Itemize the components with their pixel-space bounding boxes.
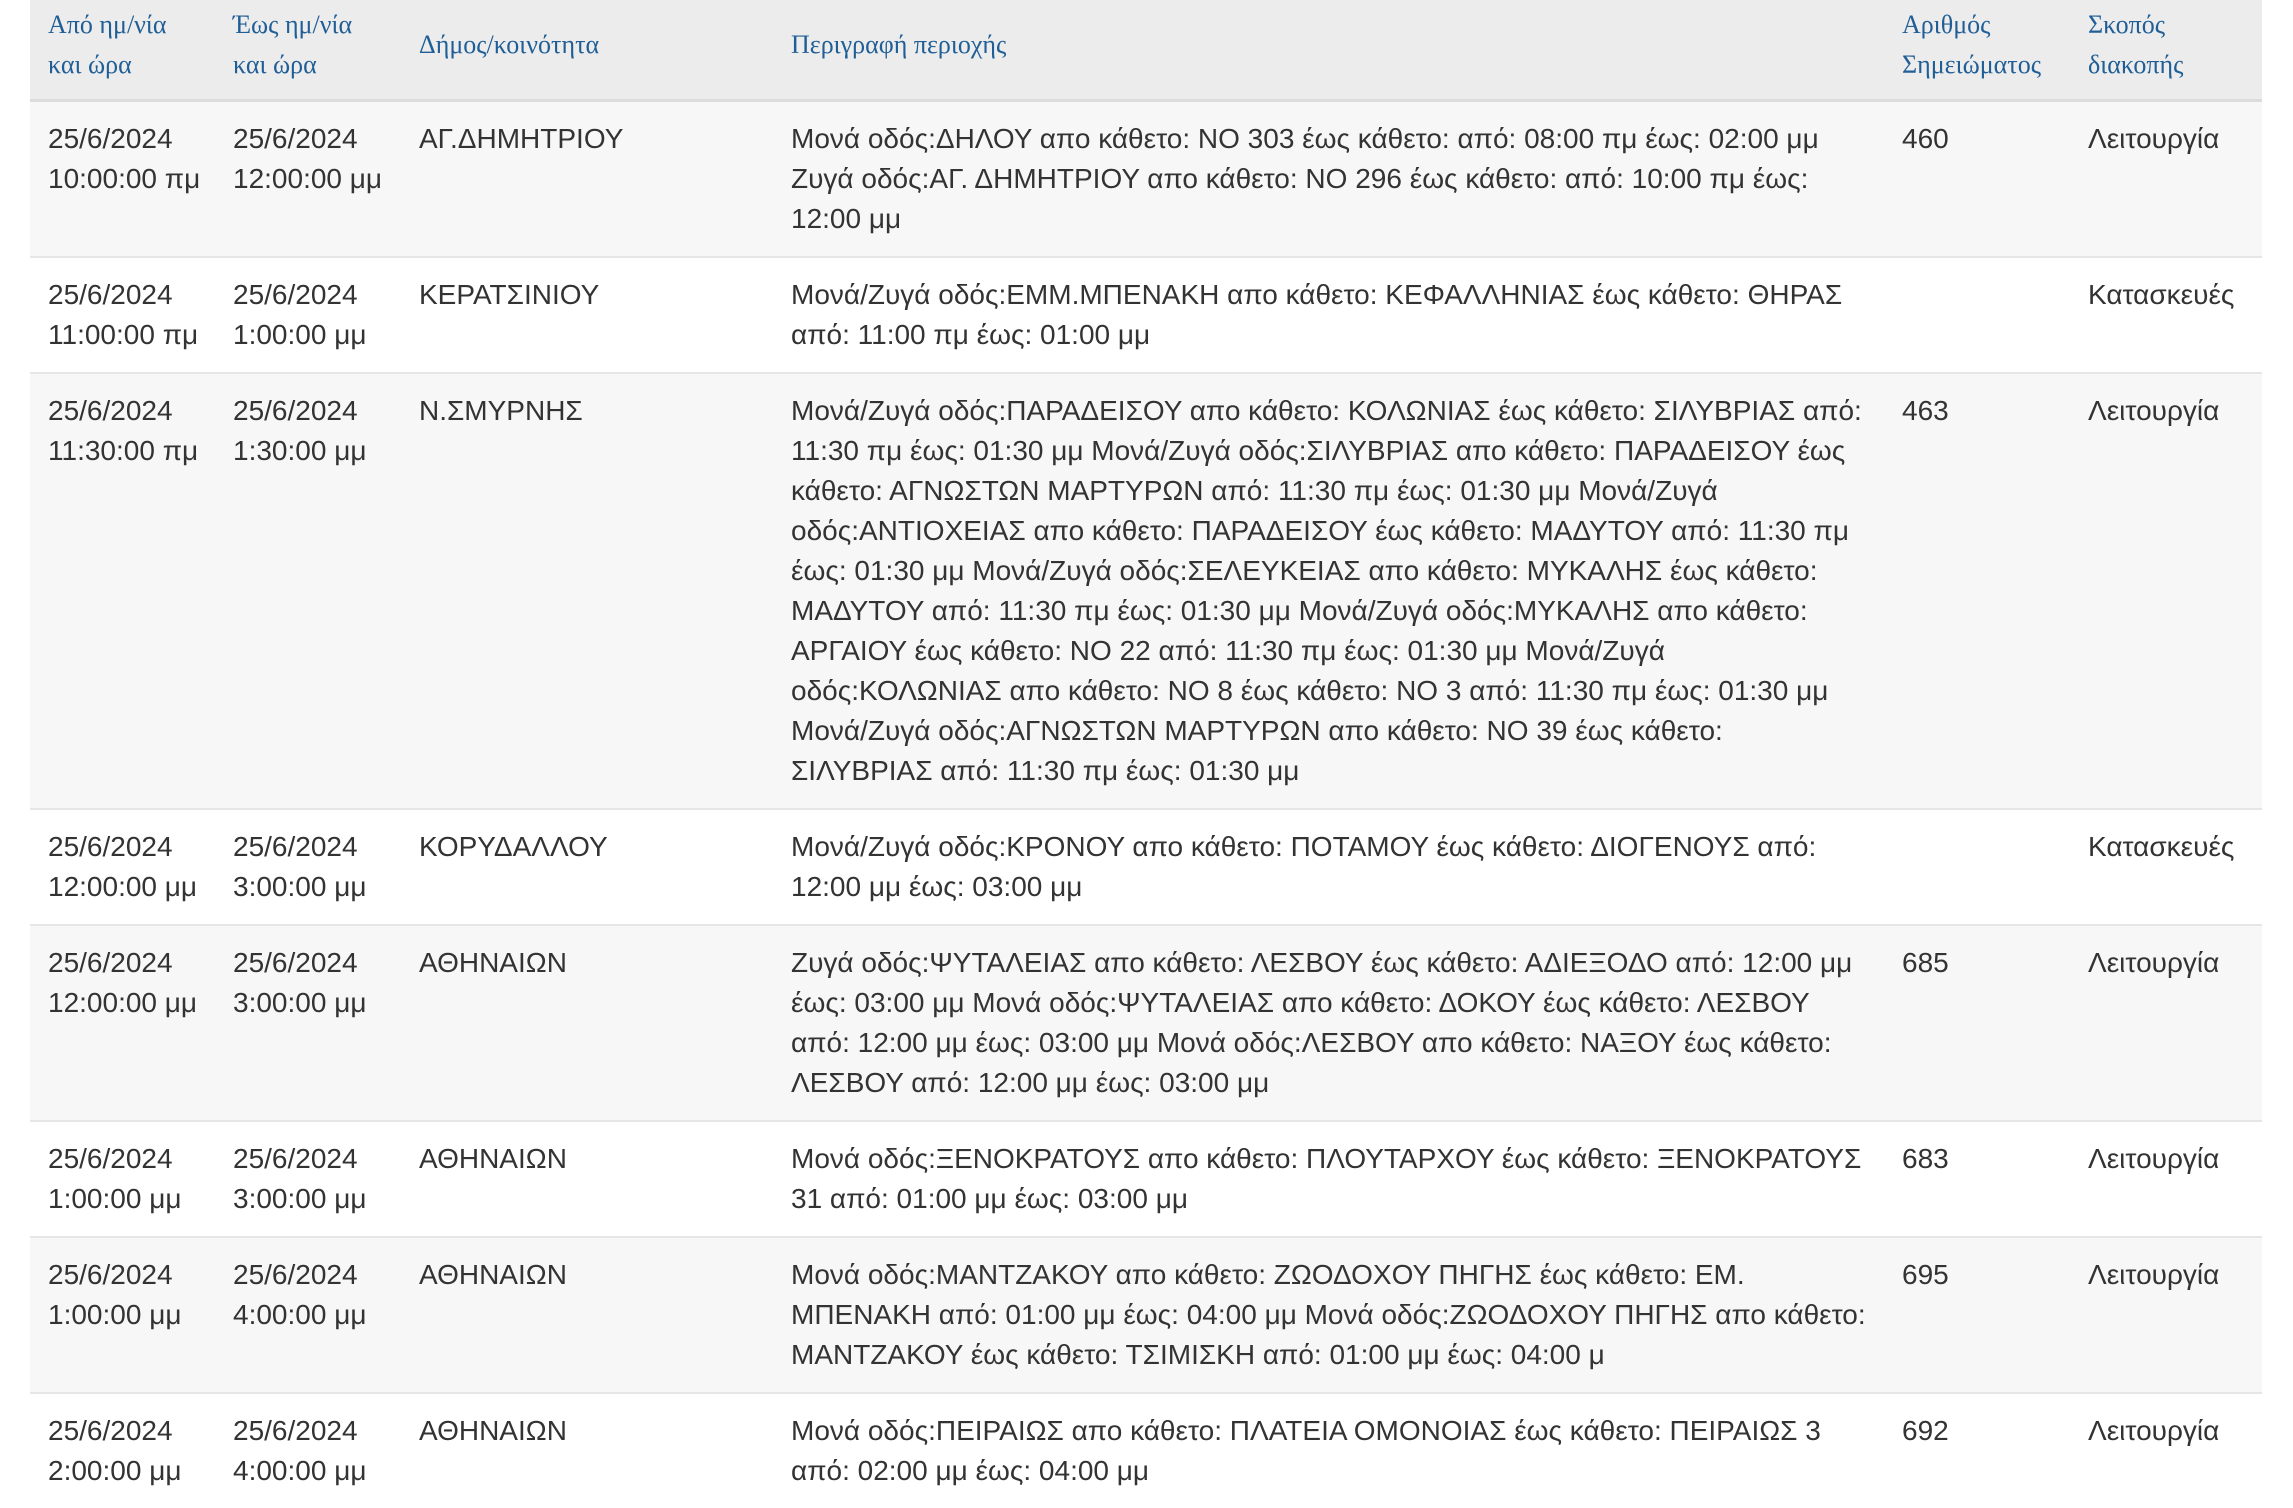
cell-purpose: Λειτουργία: [2070, 1121, 2262, 1237]
to-time: 3:00:00 μμ: [233, 1183, 366, 1214]
table-row: [30, 925, 2262, 1121]
cell-note-number: 695: [1884, 1237, 2070, 1393]
outages-table: [30, 0, 2262, 1508]
to-date: 25/6/2024: [233, 1259, 358, 1290]
cell-note-number: 683: [1884, 1121, 2070, 1237]
table-row: [30, 1237, 2262, 1393]
cell-description: Μονά οδός:ΜΑΝΤΖΑΚΟΥ απο κάθετο: ΖΩΟΔΟΧΟΥ ΠΗΓΗΣ έως κάθετο: ΕΜ. ΜΠΕΝΑΚΗ από: 01:00 μμ έως: 04:00 μμ Μονά οδός:ΖΩΟΔΟΧΟΥ ΠΗΓΗΣ απο κάθετο: ΜΑΝΤΖΑΚΟΥ έως κάθετο: ΤΣΙΜΙΣΚΗ από: 01:00 μμ έως: 04:00 μ: [773, 1237, 1884, 1393]
table-body: [30, 101, 2262, 1508]
to-time: 4:00:00 μμ: [233, 1455, 366, 1486]
column-header-to[interactable]: Έως ημ/νία και ώρα: [215, 0, 401, 101]
from-time: 12:00:00 μμ: [48, 871, 197, 902]
table-row: [30, 101, 2262, 258]
from-date: 25/6/2024: [48, 395, 173, 426]
cell-from: [30, 925, 215, 1121]
column-header-from[interactable]: Από ημ/νία και ώρα: [30, 0, 215, 101]
to-date: 25/6/2024: [233, 1143, 358, 1174]
cell-to: [215, 1237, 401, 1393]
cell-from: [30, 1121, 215, 1237]
cell-municipality: ΑΓ.ΔΗΜΗΤΡΙΟΥ: [401, 101, 773, 258]
cell-description: Μονά οδός:ΞΕΝΟΚΡΑΤΟΥΣ απο κάθετο: ΠΛΟΥΤΑΡΧΟΥ έως κάθετο: ΞΕΝΟΚΡΑΤΟΥΣ 31 από: 01:00 μμ έως: 03:00 μμ: [773, 1121, 1884, 1237]
to-date: 25/6/2024: [233, 831, 358, 862]
from-time: 11:30:00 πμ: [48, 435, 198, 466]
from-time: 10:00:00 πμ: [48, 163, 200, 194]
from-date: 25/6/2024: [48, 947, 173, 978]
cell-from: [30, 257, 215, 373]
cell-description: Ζυγά οδός:ΨΥΤΑΛΕΙΑΣ απο κάθετο: ΛΕΣΒΟΥ έως κάθετο: ΑΔΙΕΞΟΔΟ από: 12:00 μμ έως: 03:00 μμ Μονά οδός:ΨΥΤΑΛΕΙΑΣ απο κάθετο: ΔΟΚΟΥ έως κάθετο: ΛΕΣΒΟΥ από: 12:00 μμ έως: 03:00 μμ Μονά οδός:ΛΕΣΒΟΥ απο κάθετο: ΝΑΞΟΥ έως κάθετο: ΛΕΣΒΟΥ από: 12:00 μμ έως: 03:00 μμ: [773, 925, 1884, 1121]
cell-municipality: ΑΘΗΝΑΙΩΝ: [401, 1237, 773, 1393]
outages-table-container: [30, 0, 2262, 1508]
to-time: 1:00:00 μμ: [233, 319, 366, 350]
cell-from: [30, 809, 215, 925]
table-row: [30, 809, 2262, 925]
table-row: [30, 257, 2262, 373]
from-date: 25/6/2024: [48, 123, 173, 154]
cell-municipality: Ν.ΣΜΥΡΝΗΣ: [401, 373, 773, 809]
to-date: 25/6/2024: [233, 395, 358, 426]
cell-note-number: 463: [1884, 373, 2070, 809]
to-date: 25/6/2024: [233, 947, 358, 978]
cell-description: Μονά οδός:ΔΗΛΟΥ απο κάθετο: ΝΟ 303 έως κάθετο: από: 08:00 πμ έως: 02:00 μμ Ζυγά οδός:ΑΓ. ΔΗΜΗΤΡΙΟΥ απο κάθετο: ΝΟ 296 έως κάθετο: από: 10:00 πμ έως: 12:00 μμ: [773, 101, 1884, 258]
cell-to: [215, 101, 401, 258]
from-date: 25/6/2024: [48, 279, 173, 310]
cell-purpose: Λειτουργία: [2070, 925, 2262, 1121]
cell-note-number: [1884, 809, 2070, 925]
cell-municipality: ΑΘΗΝΑΙΩΝ: [401, 1121, 773, 1237]
to-time: 4:00:00 μμ: [233, 1299, 366, 1330]
table-header: [30, 0, 2262, 101]
cell-description: Μονά/Ζυγά οδός:ΚΡΟΝΟΥ απο κάθετο: ΠΟΤΑΜΟΥ έως κάθετο: ΔΙΟΓΕΝΟΥΣ από: 12:00 μμ έως: 03:00 μμ: [773, 809, 1884, 925]
cell-from: [30, 1393, 215, 1508]
table-row: [30, 373, 2262, 809]
to-date: 25/6/2024: [233, 279, 358, 310]
to-time: 12:00:00 μμ: [233, 163, 382, 194]
to-time: 3:00:00 μμ: [233, 871, 366, 902]
cell-note-number: 692: [1884, 1393, 2070, 1508]
cell-description: Μονά/Ζυγά οδός:ΕΜΜ.ΜΠΕΝΑΚΗ απο κάθετο: ΚΕΦΑΛΛΗΝΙΑΣ έως κάθετο: ΘΗΡΑΣ από: 11:00 πμ έως: 01:00 μμ: [773, 257, 1884, 373]
to-date: 25/6/2024: [233, 1415, 358, 1446]
header-row: [30, 0, 2262, 101]
from-time: 1:00:00 μμ: [48, 1299, 181, 1330]
table-row: [30, 1121, 2262, 1237]
cell-note-number: [1884, 257, 2070, 373]
to-time: 1:30:00 μμ: [233, 435, 366, 466]
from-date: 25/6/2024: [48, 1259, 173, 1290]
from-date: 25/6/2024: [48, 1143, 173, 1174]
cell-municipality: ΑΘΗΝΑΙΩΝ: [401, 1393, 773, 1508]
column-header-purpose[interactable]: Σκοπός διακοπής: [2070, 0, 2262, 101]
from-time: 12:00:00 μμ: [48, 987, 197, 1018]
from-time: 11:00:00 πμ: [48, 319, 198, 350]
cell-purpose: Κατασκευές: [2070, 809, 2262, 925]
cell-note-number: 685: [1884, 925, 2070, 1121]
cell-to: [215, 809, 401, 925]
cell-from: [30, 1237, 215, 1393]
from-date: 25/6/2024: [48, 831, 173, 862]
cell-purpose: Κατασκευές: [2070, 257, 2262, 373]
cell-from: [30, 373, 215, 809]
table-row: [30, 1393, 2262, 1508]
cell-purpose: Λειτουργία: [2070, 1237, 2262, 1393]
cell-municipality: ΚΟΡΥΔΑΛΛΟΥ: [401, 809, 773, 925]
column-header-description[interactable]: Περιγραφή περιοχής: [773, 0, 1884, 101]
from-time: 1:00:00 μμ: [48, 1183, 181, 1214]
cell-municipality: ΑΘΗΝΑΙΩΝ: [401, 925, 773, 1121]
cell-purpose: Λειτουργία: [2070, 1393, 2262, 1508]
cell-to: [215, 925, 401, 1121]
cell-to: [215, 257, 401, 373]
cell-purpose: Λειτουργία: [2070, 101, 2262, 258]
column-header-municipality[interactable]: Δήμος/κοινότητα: [401, 0, 773, 101]
cell-purpose: Λειτουργία: [2070, 373, 2262, 809]
cell-note-number: 460: [1884, 101, 2070, 258]
to-time: 3:00:00 μμ: [233, 987, 366, 1018]
cell-municipality: ΚΕΡΑΤΣΙΝΙΟΥ: [401, 257, 773, 373]
from-date: 25/6/2024: [48, 1415, 173, 1446]
cell-to: [215, 1121, 401, 1237]
cell-description: Μονά/Ζυγά οδός:ΠΑΡΑΔΕΙΣΟΥ απο κάθετο: ΚΟΛΩΝΙΑΣ έως κάθετο: ΣΙΛΥΒΡΙΑΣ από: 11:30 πμ έως: 01:30 μμ Μονά/Ζυγά οδός:ΣΙΛΥΒΡΙΑΣ απο κάθετο: ΠΑΡΑΔΕΙΣΟΥ έως κάθετο: ΑΓΝΩΣΤΩΝ ΜΑΡΤΥΡΩΝ από: 11:30 πμ έως: 01:30 μμ Μονά/Ζυγά οδός:ΑΝΤΙΟΧΕΙΑΣ απο κάθετο: ΠΑΡΑΔΕΙΣΟΥ έως κάθετο: ΜΑΔΥΤΟΥ από: 11:30 πμ έως: 01:30 μμ Μονά/Ζυγά οδός:ΣΕΛΕΥΚΕΙΑΣ απο κάθετο: ΜΥΚΑΛΗΣ έως κάθετο: ΜΑΔΥΤΟΥ από: 11:30 πμ έως: 01:30 μμ Μονά/Ζυγά οδός:ΜΥΚΑΛΗΣ απο κάθετο: ΑΡΓΑΙΟΥ έως κάθετο: ΝΟ 22 από: 11:30 πμ έως: 01:30 μμ Μονά/Ζυγά οδός:ΚΟΛΩΝΙΑΣ απο κάθετο: ΝΟ 8 έως κάθετο: ΝΟ 3 από: 11:30 πμ έως: 01:30 μμ Μονά/Ζυγά οδός:ΑΓΝΩΣΤΩΝ ΜΑΡΤΥΡΩΝ απο κάθετο: ΝΟ 39 έως κάθετο: ΣΙΛΥΒΡΙΑΣ από: 11:30 πμ έως: 01:30 μμ: [773, 373, 1884, 809]
column-header-note-number[interactable]: Αριθμός Σημειώματος: [1884, 0, 2070, 101]
to-date: 25/6/2024: [233, 123, 358, 154]
cell-to: [215, 373, 401, 809]
cell-to: [215, 1393, 401, 1508]
from-time: 2:00:00 μμ: [48, 1455, 181, 1486]
cell-description: Μονά οδός:ΠΕΙΡΑΙΩΣ απο κάθετο: ΠΛΑΤΕΙΑ ΟΜΟΝΟΙΑΣ έως κάθετο: ΠΕΙΡΑΙΩΣ 3 από: 02:00 μμ έως: 04:00 μμ: [773, 1393, 1884, 1508]
cell-from: [30, 101, 215, 258]
